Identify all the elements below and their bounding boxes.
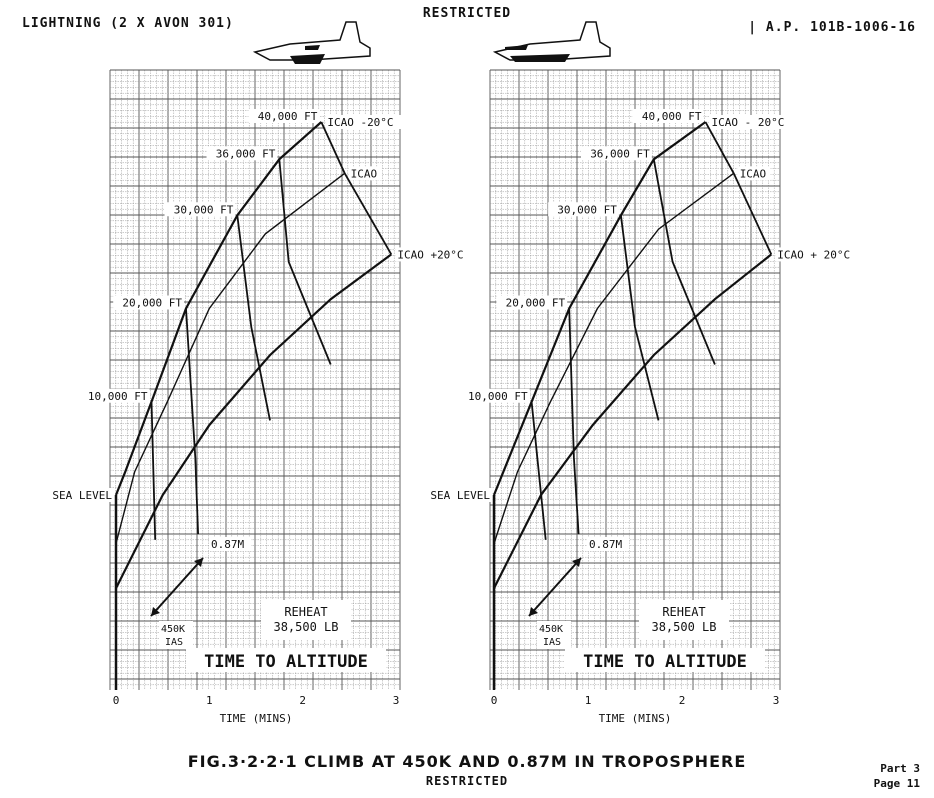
altitude-curve (152, 402, 156, 540)
x-tick-label: 0 (112, 694, 120, 707)
y-label: SEA LEVEL (430, 489, 490, 502)
box-text: 38,500 LB (273, 620, 339, 634)
annotation-ias: 450K (539, 624, 564, 635)
annotation-ias: 450K (161, 624, 186, 635)
temperature-label: ICAO + 20°C (777, 248, 851, 262)
box-text: REHEAT (662, 605, 706, 619)
box-text: 38,500 LB (651, 620, 717, 634)
x-tick-label: 3 (392, 694, 400, 707)
x-tick-label: 2 (678, 694, 686, 707)
chart-title: TIME TO ALTITUDE (204, 652, 368, 672)
temperature-label: ICAO (350, 167, 378, 181)
y-label: 30,000 FT (557, 203, 617, 217)
annotation-ias: IAS (165, 637, 184, 648)
altitude-curve (237, 215, 270, 420)
aircraft-icon (495, 22, 610, 62)
classification-bottom: RESTRICTED (425, 774, 509, 788)
x-tick-label: 0 (490, 694, 498, 707)
grid (490, 70, 780, 690)
x-tick-label: 2 (299, 694, 306, 707)
temperature-label: ICAO - 20°C (711, 116, 785, 129)
altitude-curve (532, 402, 546, 540)
classification-top: RESTRICTED (422, 6, 512, 21)
y-label: 40,000 FT (641, 110, 702, 123)
annotation-arrow (151, 558, 203, 616)
aircraft-icon (255, 22, 370, 64)
temperature-label: ICAO +20°C (397, 248, 464, 262)
chart-left (43, 70, 471, 725)
document-reference: | A.P. 101B-1006-16 (748, 20, 916, 35)
temperature-label: ICAO -20°C (327, 116, 394, 129)
y-label: 10,000 FT (87, 389, 148, 403)
x-axis-label: TIME (MINS) (598, 712, 672, 725)
annotation-mach: 0.87M (589, 538, 623, 551)
altitude-curve (706, 122, 772, 254)
y-label: 20,000 FT (122, 296, 182, 310)
y-label: 36,000 FT (215, 147, 276, 161)
altitude-curve (321, 122, 391, 254)
y-label: 30,000 FT (173, 203, 234, 217)
part-number: Part 3 (880, 762, 920, 775)
document-title: LIGHTNING (2 X AVON 301) (22, 16, 234, 31)
annotation-ias: IAS (543, 637, 562, 648)
grid (110, 70, 400, 690)
y-label: 10,000 FT (467, 389, 528, 403)
y-label: 40,000 FT (257, 110, 318, 123)
altitude-curve (654, 159, 715, 364)
altitude-curve (621, 215, 659, 420)
temperature-label: ICAO (739, 167, 767, 181)
y-label: 20,000 FT (505, 296, 566, 310)
annotation-mach: 0.87M (211, 538, 245, 551)
x-tick-label: 3 (772, 694, 780, 707)
chart-right (421, 70, 858, 725)
y-label: 36,000 FT (590, 147, 650, 161)
chart-title: TIME TO ALTITUDE (583, 652, 747, 672)
y-label: SEA LEVEL (52, 489, 112, 502)
annotation-arrow (529, 558, 581, 616)
x-tick-label: 1 (584, 694, 592, 707)
x-axis-label: TIME (MINS) (219, 712, 293, 725)
figure-title: FIG.3·2·2·1 CLIMB AT 450K AND 0.87M IN TROPOSPHERE (187, 752, 747, 771)
x-tick-label: 1 (206, 694, 213, 707)
box-text: REHEAT (284, 605, 328, 619)
page-number: Page 11 (873, 777, 920, 790)
